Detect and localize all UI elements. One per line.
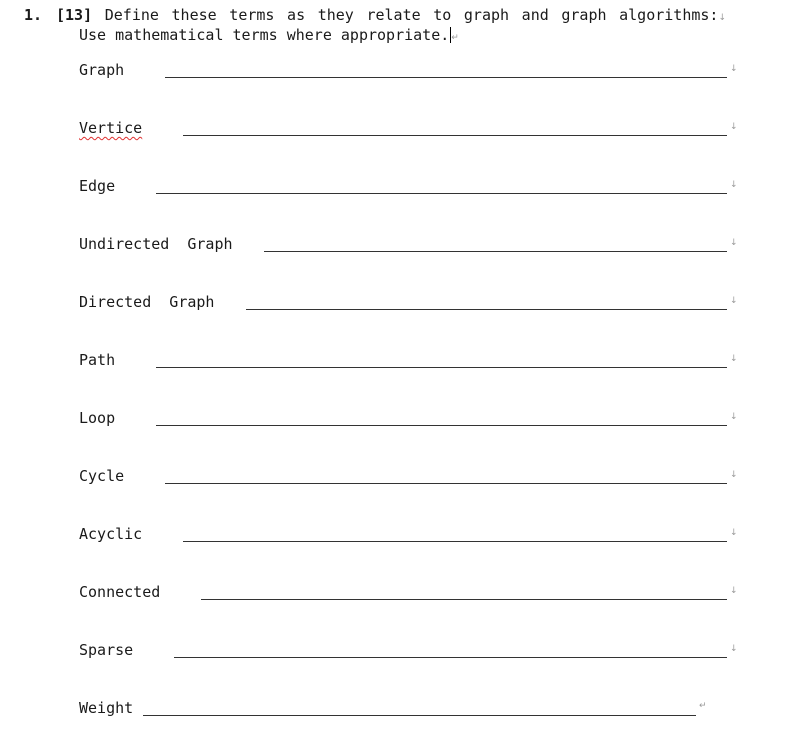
answer-line[interactable] xyxy=(183,541,727,542)
term-label: Cycle xyxy=(79,467,125,485)
term-row-directed-graph xyxy=(79,291,739,313)
term-label: Directed Graph xyxy=(79,293,215,311)
term-row-loop xyxy=(79,407,739,429)
term-label: Undirected Graph xyxy=(79,235,233,253)
term-label: Connected xyxy=(79,583,161,601)
line-break-mark: ↓ xyxy=(730,64,738,74)
answer-line[interactable] xyxy=(156,193,727,194)
term-label: Edge xyxy=(79,177,116,195)
term-label: Sparse xyxy=(79,641,134,659)
term-row-undirected-graph xyxy=(79,233,739,255)
paragraph-mark: ↵ xyxy=(451,33,459,43)
line-break-mark: ↓ xyxy=(730,528,738,538)
answer-line[interactable] xyxy=(165,483,727,484)
term-label: Weight xyxy=(79,699,134,717)
term-label: Vertice xyxy=(79,119,143,137)
line-break-mark: ↓ xyxy=(730,354,738,364)
term-row-weight xyxy=(79,697,739,719)
term-label: Graph xyxy=(79,61,125,79)
line-break-mark: ↓ xyxy=(730,180,738,190)
question-points: [13] xyxy=(56,6,93,24)
term-row-connected xyxy=(79,581,739,603)
answer-line[interactable] xyxy=(183,135,727,136)
question-instruction-text: Use mathematical terms where appropriate. xyxy=(79,26,450,44)
line-break-mark: ↓ xyxy=(730,122,738,132)
answer-line[interactable] xyxy=(156,367,727,368)
answer-line[interactable] xyxy=(201,599,727,600)
term-row-edge xyxy=(79,175,739,197)
answer-line[interactable] xyxy=(156,425,727,426)
term-label: Loop xyxy=(79,409,116,427)
line-break-mark: ↓ xyxy=(730,238,738,248)
question-block xyxy=(24,5,744,45)
term-row-graph xyxy=(79,59,739,81)
line-break-mark: ↓ xyxy=(730,470,738,480)
answer-line[interactable] xyxy=(143,715,696,716)
term-row-path xyxy=(79,349,739,371)
line-break-mark: ↓ xyxy=(718,13,727,23)
answer-line[interactable] xyxy=(165,77,727,78)
answer-line[interactable] xyxy=(174,657,727,658)
term-label: Path xyxy=(79,351,116,369)
line-break-mark: ↓ xyxy=(730,412,738,422)
question-line-2 xyxy=(24,25,744,45)
paragraph-mark: ↵ xyxy=(699,701,707,711)
term-row-cycle xyxy=(79,465,739,487)
line-break-mark: ↓ xyxy=(730,296,738,306)
term-label: Acyclic xyxy=(79,525,143,543)
line-break-mark: ↓ xyxy=(730,644,738,654)
question-prompt-text: Define these terms as they relate to graph and graph algorithms: xyxy=(104,6,719,24)
question-line-1 xyxy=(24,5,744,25)
term-row-vertice xyxy=(79,117,739,139)
question-number: 1. xyxy=(24,6,43,24)
term-row-sparse xyxy=(79,639,739,661)
term-row-acyclic xyxy=(79,523,739,545)
line-break-mark: ↓ xyxy=(730,586,738,596)
answer-line[interactable] xyxy=(246,309,727,310)
question-prompt-line-2[interactable] xyxy=(79,25,459,48)
answer-line[interactable] xyxy=(264,251,727,252)
